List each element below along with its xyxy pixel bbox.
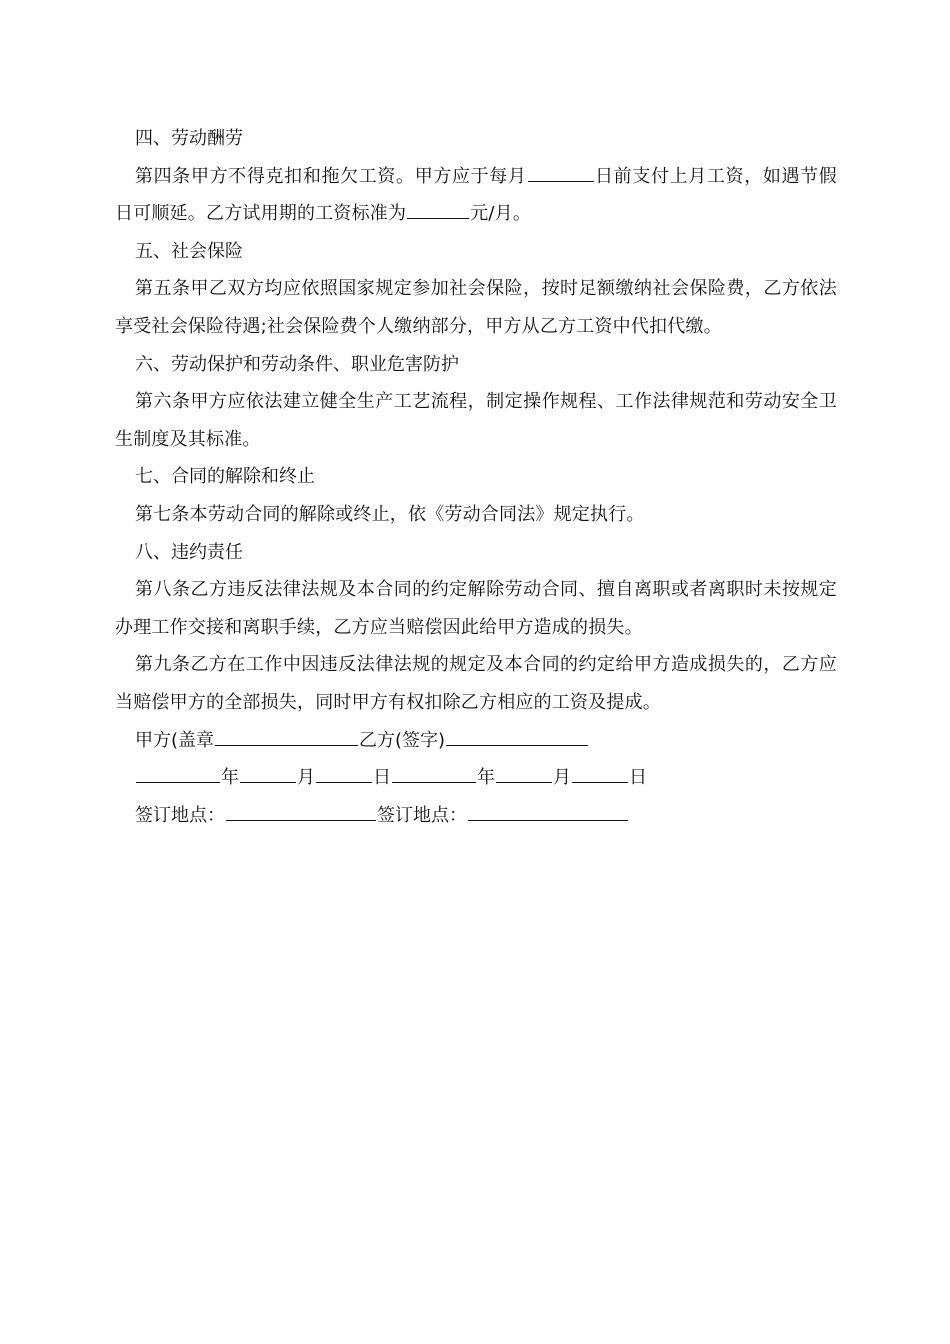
- article-4: [115, 158, 837, 233]
- article-6: 第六条甲方应依法建立健全生产工艺流程，制定操作规程、工作法律规范和劳动安全卫生制度及其标准。: [115, 391, 837, 450]
- party-b-label: 乙方(签字): [359, 729, 446, 751]
- signing-place-line: [115, 797, 837, 835]
- section-8-heading: 八、违约责任: [135, 541, 243, 563]
- article-8: 第八条乙方违反法律法规及本合同的约定解除劳动合同、擅自离职或者离职时未按规定办理工作交接和离职手续，乙方应当赔偿因此给甲方造成的损失。: [115, 579, 837, 638]
- party-b-month-blank: [496, 766, 552, 783]
- party-b-signature-blank: [446, 729, 588, 746]
- section-5-heading: 五、社会保险: [135, 240, 243, 262]
- place-label-a: 签订地点：: [135, 804, 225, 826]
- party-a-day-blank: [316, 766, 372, 783]
- party-a-seal-blank: [215, 729, 358, 746]
- party-a-year-label: 年: [221, 767, 239, 789]
- article-7: 第七条本劳动合同的解除或终止，依《劳动合同法》规定执行。: [135, 503, 645, 525]
- party-b-year-blank: [392, 766, 476, 783]
- party-a-month-blank: [240, 766, 296, 783]
- party-a-month-label: 月: [297, 767, 315, 789]
- party-a-day-label: 日: [373, 767, 391, 789]
- article-4-text-3: 元/月。: [470, 203, 532, 225]
- payday-blank: [528, 165, 594, 182]
- party-a-year-blank: [136, 766, 220, 783]
- party-a-label: 甲方(盖章: [135, 729, 215, 751]
- place-b-blank: [468, 804, 628, 821]
- party-b-day-label: 日: [629, 767, 647, 789]
- contract-page: [115, 120, 837, 834]
- article-4-text-2: 日前支付上月工资，如遇节假日可顺延。乙方试用期的工资标准为: [115, 165, 837, 225]
- probation-salary-blank: [407, 202, 469, 219]
- party-signature-line: [115, 722, 837, 760]
- party-b-day-blank: [572, 766, 628, 783]
- date-line: [115, 759, 837, 797]
- article-9: 第九条乙方在工作中因违反法律法规的规定及本合同的约定给甲方造成损失的，乙方应当赔偿甲方的全部损失，同时甲方有权扣除乙方相应的工资及提成。: [115, 654, 837, 713]
- section-4-heading: 四、劳动酬劳: [135, 128, 243, 149]
- party-b-year-label: 年: [477, 767, 495, 789]
- place-a-blank: [226, 804, 376, 821]
- article-5: 第五条甲乙双方均应依照国家规定参加社会保险，按时足额缴纳社会保险费，乙方依法享受社会保险待遇;社会保险费个人缴纳部分，甲方从乙方工资中代扣代缴。: [115, 278, 837, 337]
- article-4-text-1: 第四条甲方不得克扣和拖欠工资。甲方应于每月: [135, 165, 527, 187]
- party-b-month-label: 月: [553, 767, 571, 789]
- place-label-b: 签订地点：: [377, 804, 467, 826]
- section-6-heading: 六、劳动保护和劳动条件、职业危害防护: [135, 353, 459, 375]
- section-7-heading: 七、合同的解除和终止: [135, 466, 315, 488]
